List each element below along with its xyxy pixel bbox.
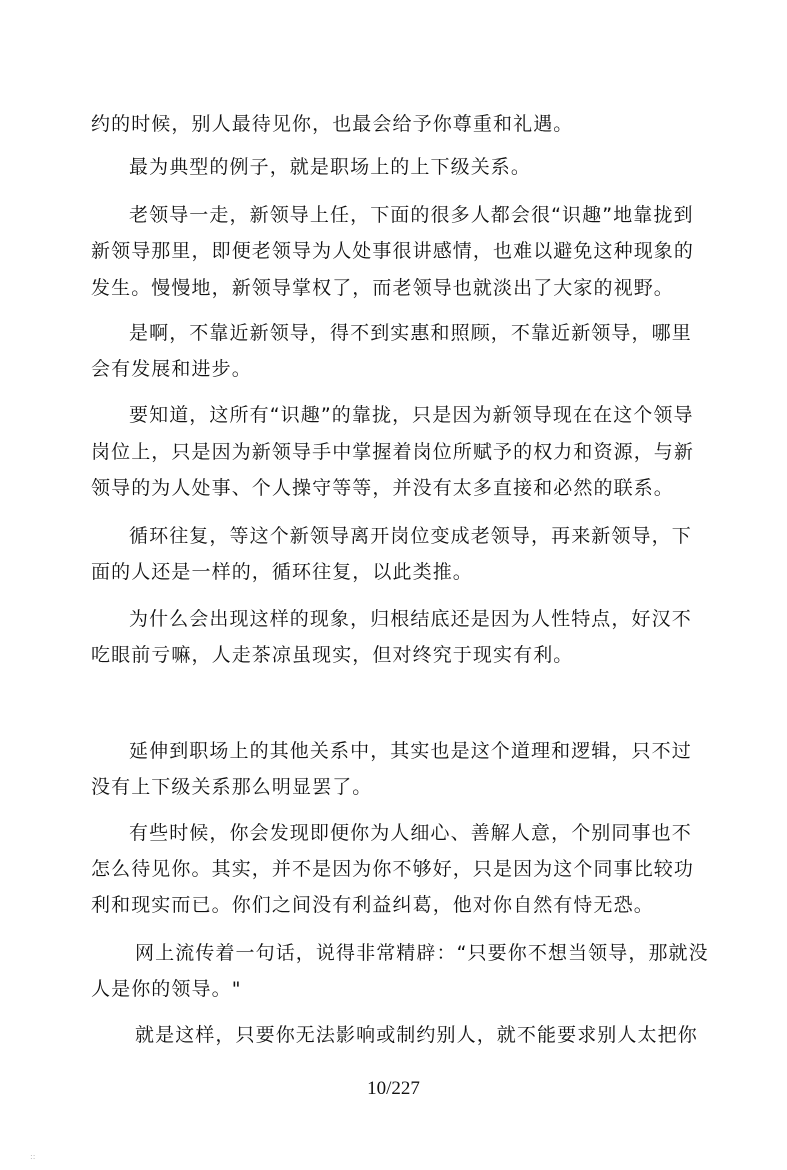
text-line: 是啊，不靠近新领导，得不到实惠和照顾，不靠近新领导，哪里 [129,322,692,344]
text-line: 网上流传着一句话，说得非常精辟：“只要你不想当领导，那就没 [135,942,709,964]
text-line: 就是这样，只要你无法影响或制约别人，就不能要求别人太把你 [135,1024,698,1046]
text-line: 发生。慢慢地，新领导掌权了，而老领导也就淡出了大家的视野。 [91,277,674,299]
text-line: 有些时候，你会发现即便你为人细心、善解人意，个别同事也不 [129,822,692,844]
text-line: 新领导那里，即便老领导为人处事很讲感情，也难以避免这种现象的 [91,240,695,262]
text-line: 岗位上，只是因为新领导手中掌握着岗位所赋予的权力和资源，与新 [91,441,695,463]
text-line: 最为典型的例子，就是职场上的上下级关系。 [129,156,532,178]
corner-mark: :: [30,1152,36,1161]
text-line: 怎么待见你。其实，并不是因为你不够好，只是因为这个同事比较功 [91,858,695,880]
text-line: 人是你的领导。" [91,978,242,1000]
text-line: 领导的为人处事、个人操守等等，并没有太多直接和必然的联系。 [91,477,674,499]
text-line: 老领导一走，新领导上任，下面的很多人都会很“识趣”地靠拢到 [129,204,694,226]
text-line: 循环往复，等这个新领导离开岗位变成老领导，再来新领导，下 [129,525,692,547]
page-number: 10/227 [367,1078,420,1099]
text-line: 利和现实而已。你们之间没有利益纠葛，他对你自然有恃无恐。 [91,894,654,916]
text-line: 没有上下级关系那么明显罢了。 [91,776,373,798]
text-line: 要知道，这所有“识趣”的靠拢，只是因为新领导现在在这个领导 [129,404,694,426]
text-line: 延伸到职场上的其他关系中，其实也是这个道理和逻辑，只不过 [129,740,692,762]
text-line: 约的时候，别人最待见你，也最会给予你尊重和礼遇。 [91,113,574,135]
text-line: 为什么会出现这样的现象，归根结底还是因为人性特点，好汉不 [129,608,692,630]
text-line: 面的人还是一样的，循环往复，以此类推。 [91,561,473,583]
text-line: 吃眼前亏嘛，人走茶凉虽现实，但对终究于现实有利。 [91,644,574,666]
text-line: 会有发展和进步。 [91,358,252,380]
